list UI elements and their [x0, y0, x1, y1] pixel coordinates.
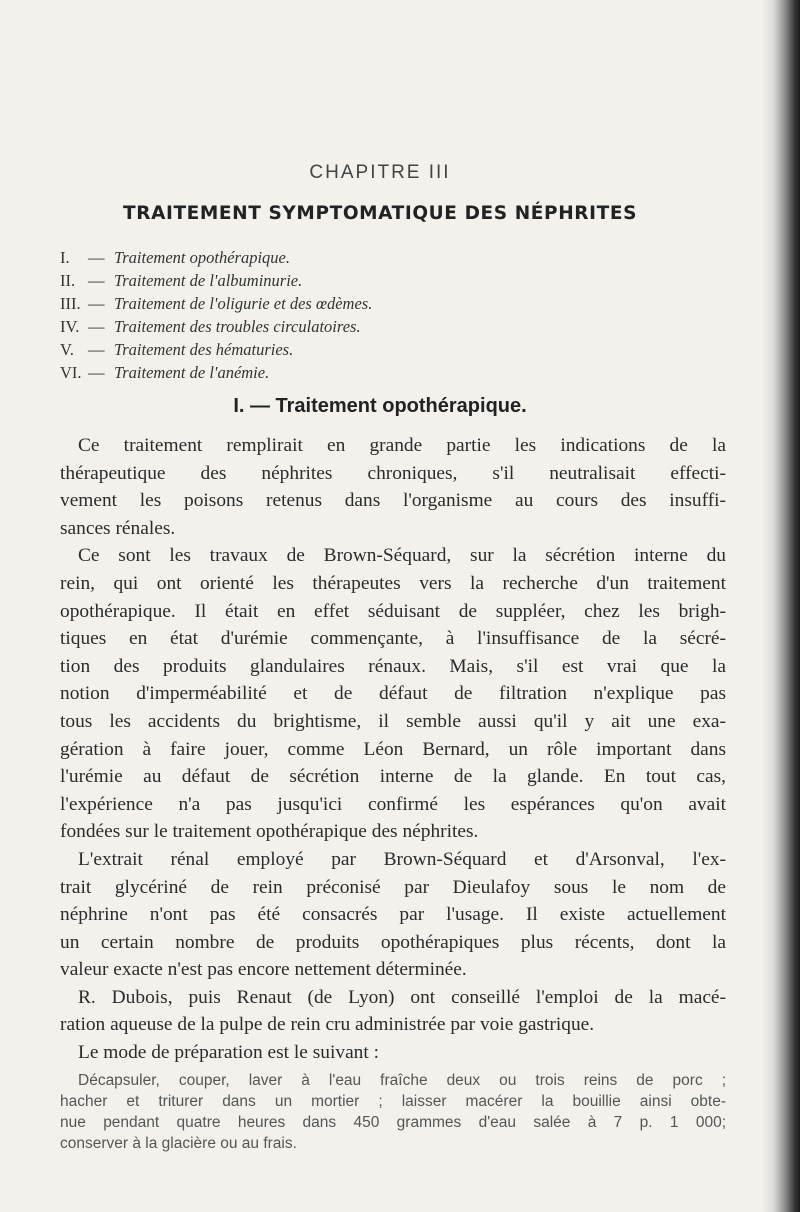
- paragraph: [60, 1039, 726, 1067]
- toc-text: Traitement de l'albuminurie.: [114, 271, 303, 290]
- text-line: nue pendant quatre heures dans 450 grammes d'eau salée à 7 p. 1 000;: [60, 1113, 726, 1131]
- text-line: fondées sur le traitement opothérapique des néphrites.: [60, 821, 479, 843]
- toc-text: Traitement opothérapique.: [114, 248, 290, 267]
- text-line: valeur exacte n'est pas encore nettement déterminée.: [60, 959, 467, 981]
- text-line: opothérapique. Il était en effet séduisant de suppléer, chez les brigh-: [60, 600, 726, 622]
- paragraph: [60, 984, 726, 1039]
- body-text: [60, 432, 726, 1154]
- toc-number: V.: [60, 340, 74, 359]
- toc-text: Traitement des troubles circulatoires.: [114, 317, 361, 336]
- chapter-contents: [60, 246, 700, 384]
- toc-text: Traitement de l'anémie.: [114, 363, 270, 382]
- toc-dash: —: [88, 340, 105, 359]
- text-line: vement les poisons retenus dans l'organisme au cours des insuffi-: [60, 490, 726, 512]
- text-line: L'extrait rénal employé par Brown-Séquard et d'Arsonval, l'ex-: [78, 848, 726, 870]
- recipe-note: [60, 1070, 726, 1154]
- text-line: Ce sont les travaux de Brown-Séquard, sur la sécrétion interne du: [78, 545, 726, 567]
- toc-dash: —: [88, 248, 105, 267]
- text-line: hacher et triturer dans un mortier ; laisser macérer la bouillie ainsi obte-: [60, 1092, 726, 1110]
- chapter-title: TRAITEMENT SYMPTOMATIQUE DES NÉPHRITES: [123, 203, 637, 224]
- text-line: notion d'imperméabilité et de défaut de filtration n'explique pas: [60, 683, 726, 705]
- toc-item: [60, 292, 700, 315]
- text-line: Ce traitement remplirait en grande partie les indications de la: [78, 435, 726, 456]
- toc-text: Traitement des hématuries.: [114, 340, 294, 359]
- section-heading: I. — Traitement opothérapique.: [233, 395, 527, 417]
- paragraph: [60, 432, 726, 542]
- toc-item: [60, 315, 700, 338]
- text-line: ration aqueuse de la pulpe de rein cru administrée par voie gastrique.: [60, 1014, 595, 1036]
- toc-item: [60, 361, 700, 384]
- text-line: tous les accidents du brightisme, il semble aussi qu'il y ait une exa-: [60, 710, 726, 732]
- paragraph: [60, 846, 726, 984]
- text-line: tion des produits glandulaires rénaux. Mais, s'il est vrai que la: [60, 655, 726, 677]
- text-line: Le mode de préparation est le suivant :: [78, 1042, 379, 1064]
- text-line: conserver à la glacière ou au frais.: [60, 1134, 297, 1152]
- toc-dash: —: [88, 294, 105, 313]
- toc-number: VI.: [60, 363, 82, 382]
- toc-number: III.: [60, 294, 81, 313]
- paragraph: [60, 542, 726, 846]
- page-binding-edge: [762, 0, 800, 1212]
- toc-dash: —: [88, 271, 105, 290]
- toc-item: [60, 338, 700, 361]
- text-line: R. Dubois, puis Renaut (de Lyon) ont conseillé l'emploi de la macé-: [78, 986, 726, 1008]
- toc-number: II.: [60, 271, 76, 290]
- text-line: thérapeutique des néphrites chroniques, s'il neutralisait effecti-: [60, 462, 726, 484]
- toc-dash: —: [88, 317, 105, 336]
- chapter-label: CHAPITRE III: [309, 162, 451, 183]
- toc-item: [60, 246, 700, 269]
- text-line: trait glycériné de rein préconisé par Dieulafoy sous le nom de: [60, 876, 726, 898]
- text-line: un certain nombre de produits opothérapiques plus récents, dont la: [60, 931, 726, 953]
- toc-number: IV.: [60, 317, 80, 336]
- text-line: l'urémie au défaut de sécrétion interne de la glande. En tout cas,: [60, 766, 726, 788]
- text-line: sances rénales.: [60, 517, 176, 539]
- text-line: néphrine n'ont pas été consacrés par l'usage. Il existe actuellement: [60, 904, 726, 926]
- toc-text: Traitement de l'oligurie et des œdèmes.: [114, 294, 373, 313]
- text-line: gération à faire jouer, comme Léon Bernard, un rôle important dans: [60, 738, 726, 760]
- toc-dash: —: [88, 363, 105, 382]
- text-line: l'expérience n'a pas jusqu'ici confirmé les espérances qu'on avait: [60, 793, 726, 815]
- text-line: Décapsuler, couper, laver à l'eau fraîche deux ou trois reins de porc ;: [78, 1071, 726, 1089]
- toc-item: [60, 269, 700, 292]
- text-line: tiques en état d'urémie commençante, à l'insuffisance de la sécré-: [60, 628, 726, 650]
- text-line: rein, qui ont orienté les thérapeutes vers la recherche d'un traitement: [60, 572, 726, 594]
- toc-number: I.: [60, 248, 70, 267]
